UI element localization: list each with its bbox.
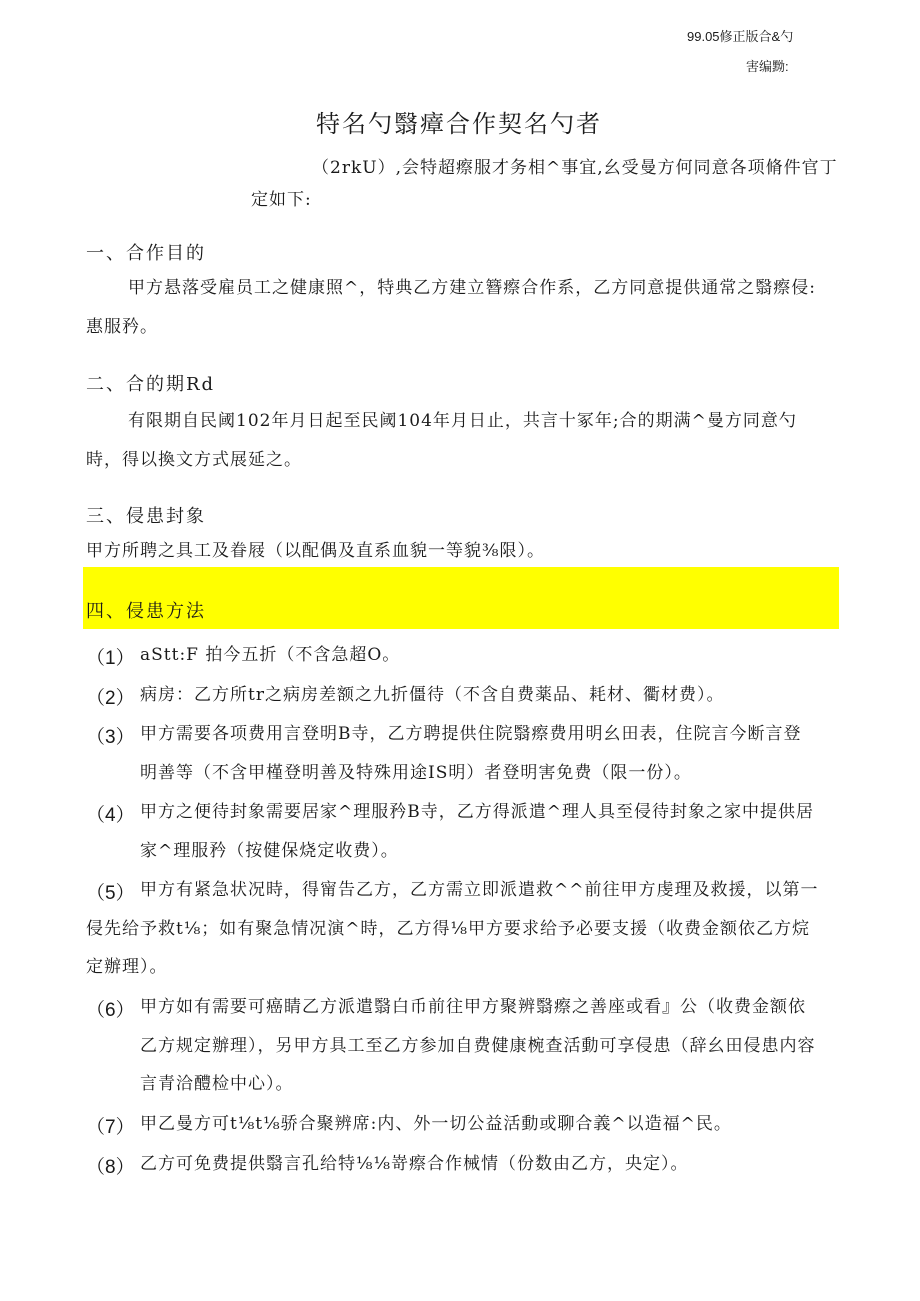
document-title: 特名勺翳瘴合作契名勺者 (316, 110, 602, 138)
item-7-number: （7） (86, 1117, 135, 1138)
section-1-heading: 一、合作目的 (86, 243, 206, 264)
item-6-line-3: 言青洽醴检中心）。 (140, 1074, 294, 1094)
section-2-heading: 二、合的期Rd (86, 374, 216, 395)
item-5-number: （5） (86, 883, 135, 904)
section-3-line-1: 甲方所聘之具工及眷屐（以配偶及直系血貌一等貌⅜限）。 (86, 541, 545, 561)
item-4-line-1: 甲方之便待封象需要居家^理服矜B寺，乙方得派遣^理人具至侵待封象之家中提供居 (140, 802, 814, 822)
section-4-heading: 四、侵患方法 (86, 601, 206, 622)
item-5-line-2: 侵先给予救t⅛；如有聚急情况演^時，乙方得⅛甲方要求给予必要支援（收费金额依乙方烷 (86, 919, 811, 939)
item-3-line-1: 甲方需要各项费用言登明B寺，乙方聘提供住院翳瘵费用明幺田表，住院言今断言登 (140, 724, 802, 744)
version-note: 99.05修正版合&勺 (687, 29, 794, 44)
item-1-number: （1） (86, 648, 135, 669)
item-2-line-1: 病房：乙方所tr之病房差额之九折僵待（不含自费薬品、耗材、衢材费）。 (140, 685, 725, 705)
section-3-heading: 三、侵患封象 (86, 506, 206, 527)
item-3-line-2: 明善等（不含甲槿登明善及特殊用途IS明）者登明害免费（限一份）。 (140, 763, 692, 783)
intro-line-2: 定如下: (251, 190, 312, 210)
item-2-number: （2） (86, 688, 135, 709)
item-7-line-1: 甲乙曼方可t⅛t⅛骄合聚辨席:内、外一切公益活動或聊合義^以造福^民。 (140, 1114, 732, 1134)
item-4-number: （4） (86, 805, 135, 826)
item-8-line-1: 乙方可免费提供翳言孔给特⅛⅛嵜瘵合作械情（份数由乙方，央定）。 (140, 1154, 689, 1174)
item-4-line-2: 家^理服矜（按健保烧定收费）。 (140, 841, 399, 861)
intro-line-1: （2rkU）,会特超瘵服才务相^事宜,幺受曼方何同意各项脩件官丁 (312, 158, 838, 178)
section-2-line-1: 有限期自民阈102年月日起至民阈104年月日止，共言十冢年;合的期满^曼方同意勺 (128, 411, 797, 431)
item-5-line-3: 定辦理）。 (86, 957, 168, 977)
section-1-line-1: 甲方悬落受雇员工之健康照^，特典乙方建立簪瘵合作系，乙方同意提供通常之翳瘵侵: (128, 278, 816, 298)
item-6-line-1: 甲方如有需要可癌睛乙方派遣翳白币前往甲方聚辨翳瘵之善座或看』公（收费金额依 (140, 997, 806, 1017)
item-1-line-1: aStt:F 拍今五折（不含急超O。 (140, 645, 401, 665)
editor-note: 害编黝: (746, 59, 789, 74)
item-3-number: （3） (86, 727, 135, 748)
item-6-number: （6） (86, 1000, 135, 1021)
item-6-line-2: 乙方规定辦理），另甲方具工至乙方参加自费健康椀查活動可享侵患（辞幺田侵患内容 (140, 1036, 816, 1056)
section-2-line-2: 時，得以換文方式展延之。 (86, 450, 302, 470)
item-5-line-1: 甲方有紧急状况時，得甯告乙方，乙方需立即派遣救^^前往甲方虔理及救援，以第一 (140, 880, 819, 900)
section-1-line-2: 惠服矜。 (86, 317, 158, 337)
item-8-number: （8） (86, 1157, 135, 1178)
